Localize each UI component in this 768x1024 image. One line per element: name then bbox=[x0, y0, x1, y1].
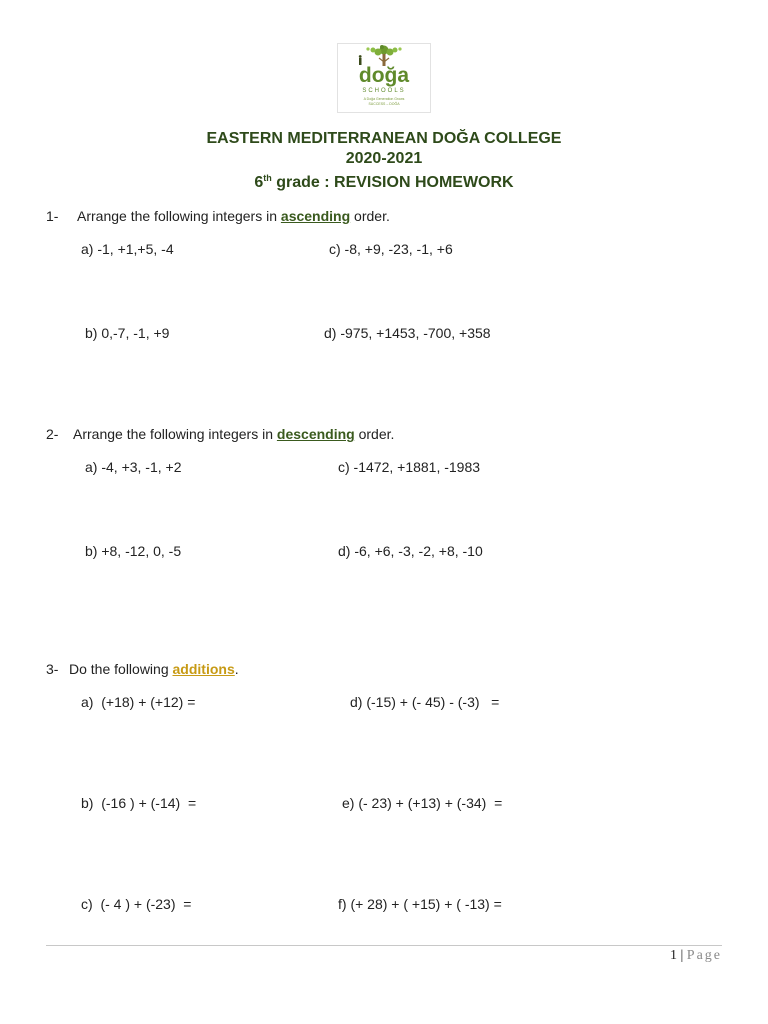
page-footer bbox=[670, 948, 722, 964]
question-3-instruction bbox=[69, 661, 239, 677]
question-3d: d) (-15) + (- 45) - (-3) = bbox=[350, 694, 500, 710]
grade-ordinal: th bbox=[263, 173, 272, 183]
keyword-ascending: ascending bbox=[280, 208, 351, 224]
grade-title bbox=[0, 169, 768, 192]
question-3-number: 3- bbox=[46, 661, 59, 677]
question-3f: f) (+ 28) + ( +15) + ( -13) = bbox=[338, 896, 502, 912]
school-logo bbox=[337, 43, 431, 113]
question-2-number: 2- bbox=[46, 426, 59, 442]
question-3b: b) (-16 ) + (-14) = bbox=[81, 795, 197, 811]
academic-year: 2020-2021 bbox=[345, 150, 423, 167]
question-3e: e) (- 23) + (+13) + (-34) = bbox=[342, 795, 503, 811]
question-3-suffix: . bbox=[234, 661, 239, 677]
question-2-prefix: Arrange the following integers in bbox=[73, 426, 277, 442]
grade-rest: grade : REVISION HOMEWORK bbox=[271, 174, 514, 191]
question-2c: c) -1472, +1881, -1983 bbox=[338, 459, 481, 475]
logo-motto: SUCCESS – DOĞA bbox=[368, 102, 400, 106]
logo-brand: doğa bbox=[358, 64, 410, 87]
keyword-additions: additions bbox=[172, 661, 235, 677]
logo-tagline: A Doğa Generation Grows bbox=[363, 97, 405, 101]
logo-subtitle: SCHOOLS bbox=[362, 88, 406, 94]
question-2-suffix: order. bbox=[354, 426, 395, 442]
question-1d: d) -975, +1453, -700, +358 bbox=[324, 325, 491, 341]
question-1-number: 1- bbox=[46, 208, 59, 224]
college-title: EASTERN MEDITERRANEAN DOĞA COLLEGE bbox=[206, 130, 562, 147]
page-word: Page bbox=[686, 948, 722, 963]
question-1b: b) 0,-7, -1, +9 bbox=[85, 325, 170, 341]
page-number: 1 bbox=[669, 948, 677, 963]
question-2-instruction bbox=[73, 426, 394, 442]
page-separator: | bbox=[676, 948, 687, 963]
question-1-suffix: order. bbox=[350, 208, 390, 224]
footer-divider bbox=[46, 945, 722, 946]
question-2d: d) -6, +6, -3, -2, +8, -10 bbox=[338, 543, 483, 559]
question-3c: c) (- 4 ) + (-23) = bbox=[81, 896, 192, 912]
question-1a: a) -1, +1,+5, -4 bbox=[81, 241, 174, 257]
question-1c: c) -8, +9, -23, -1, +6 bbox=[329, 241, 453, 257]
question-3-prefix: Do the following bbox=[69, 661, 173, 677]
question-3a: a) (+18) + (+12) = bbox=[81, 694, 196, 710]
grade-number: 6 bbox=[254, 174, 264, 191]
question-2a: a) -4, +3, -1, +2 bbox=[85, 459, 182, 475]
keyword-descending: descending bbox=[276, 426, 355, 442]
question-1-instruction bbox=[77, 208, 390, 224]
question-1-prefix: Arrange the following integers in bbox=[77, 208, 281, 224]
question-2b: b) +8, -12, 0, -5 bbox=[85, 543, 182, 559]
